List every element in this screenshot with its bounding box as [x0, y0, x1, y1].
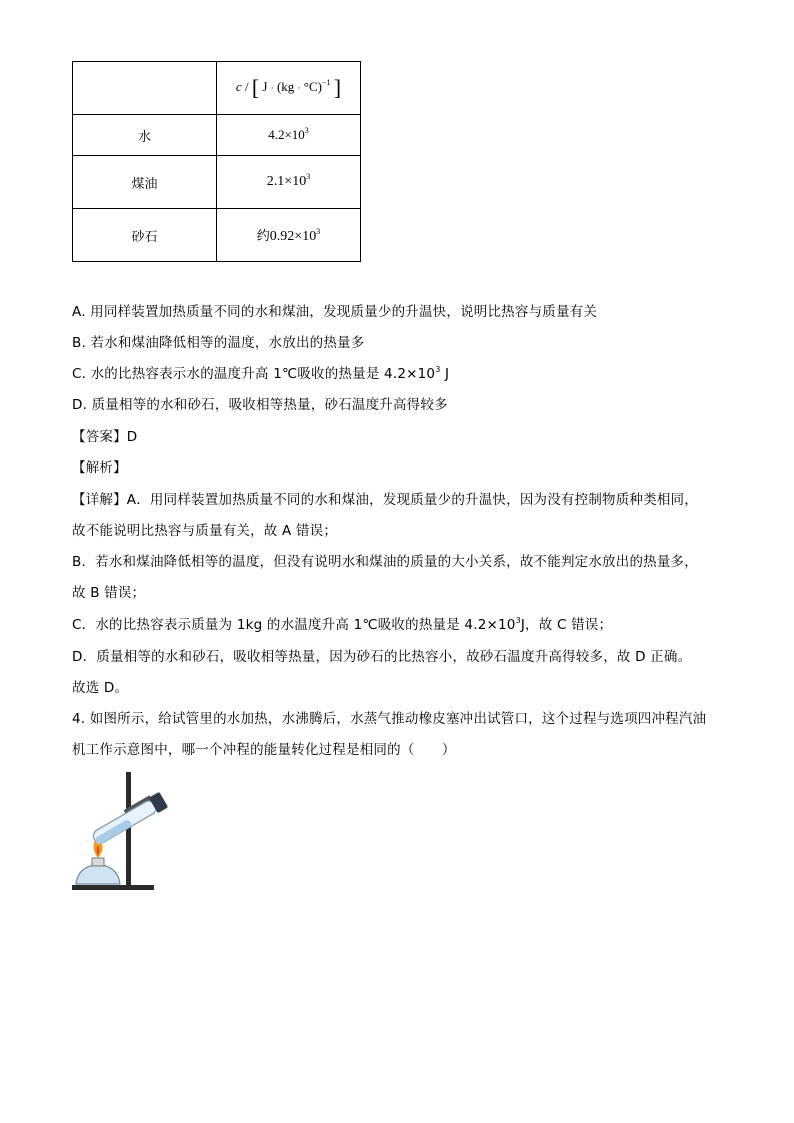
- answer-label: 【答案】D: [72, 429, 138, 445]
- table-row: [73, 115, 361, 156]
- detail-line-7: 故选 D。: [72, 680, 129, 696]
- option-b: B. 若水和煤油降低相等的温度，水放出的热量多: [72, 335, 365, 351]
- question-4-line-2: 机工作示意图中，哪一个冲程的能量转化过程是相同的（ ）: [72, 742, 456, 758]
- table-header-empty: [73, 62, 217, 115]
- specific-heat-table: [72, 61, 361, 262]
- value-cell: 约$0.92\times 10^3$: [217, 209, 361, 262]
- table-row: [73, 209, 361, 262]
- detail-line-1: 【详解】A．用同样装置加热质量不同的水和煤油，发现质量少的升温快，因为没有控制物质种类相同，: [72, 492, 698, 508]
- alcohol-lamp: [76, 865, 120, 884]
- value-cell: $2.1\times 10^3$: [217, 156, 361, 209]
- table-row: [73, 156, 361, 209]
- detail-line-4: 故 B 错误；: [72, 585, 146, 601]
- stand-base: [72, 885, 154, 890]
- detail-line-3: B．若水和煤油降低相等的温度，但没有说明水和煤油的质量的大小关系，故不能判定水放出的热量多，: [72, 554, 698, 570]
- detail-line-2: 故不能说明比热容与质量有关，故 A 错误；: [72, 523, 338, 539]
- lamp-neck: [92, 858, 104, 866]
- analysis-label: 【解析】: [72, 460, 127, 476]
- value-cell: $4.2\times 10^3$: [217, 115, 361, 156]
- substance-cell: 砂石: [73, 209, 217, 262]
- option-a: A. 用同样装置加热质量不同的水和煤油，发现质量少的升温快，说明比热容与质量有关: [72, 304, 598, 320]
- substance-cell: 水: [73, 115, 217, 156]
- test-tube-heating-figure: [68, 768, 178, 898]
- detail-line-6: D．质量相等的水和砂石，吸收相等热量，因为砂石的比热容小，故砂石温度升高得较多，故 D 正确。: [72, 649, 692, 665]
- substance-cell: 煤油: [73, 156, 217, 209]
- stand-rod: [126, 772, 131, 888]
- detail-line-5: C．水的比热容表示质量为 1kg 的水温度升高 1℃吸收的热量是 $4.2\times 10^3J$，故 C 错误；: [72, 616, 613, 633]
- option-c: C. 水的比热容表示水的温度升高 1℃吸收的热量是 $4.2\times 10^3$ J: [72, 365, 450, 382]
- option-d: D. 质量相等的水和砂石，吸收相等热量，砂石温度升高得较多: [72, 397, 448, 413]
- table-header-specific-heat: c / [ J · (kg · °C)$^{-1}$ ]: [217, 62, 361, 115]
- question-4-line-1: 4. 如图所示，给试管里的水加热，水沸腾后，水蒸气推动橡皮塞冲出试管口，这个过程与选项四冲程汽油: [72, 711, 707, 727]
